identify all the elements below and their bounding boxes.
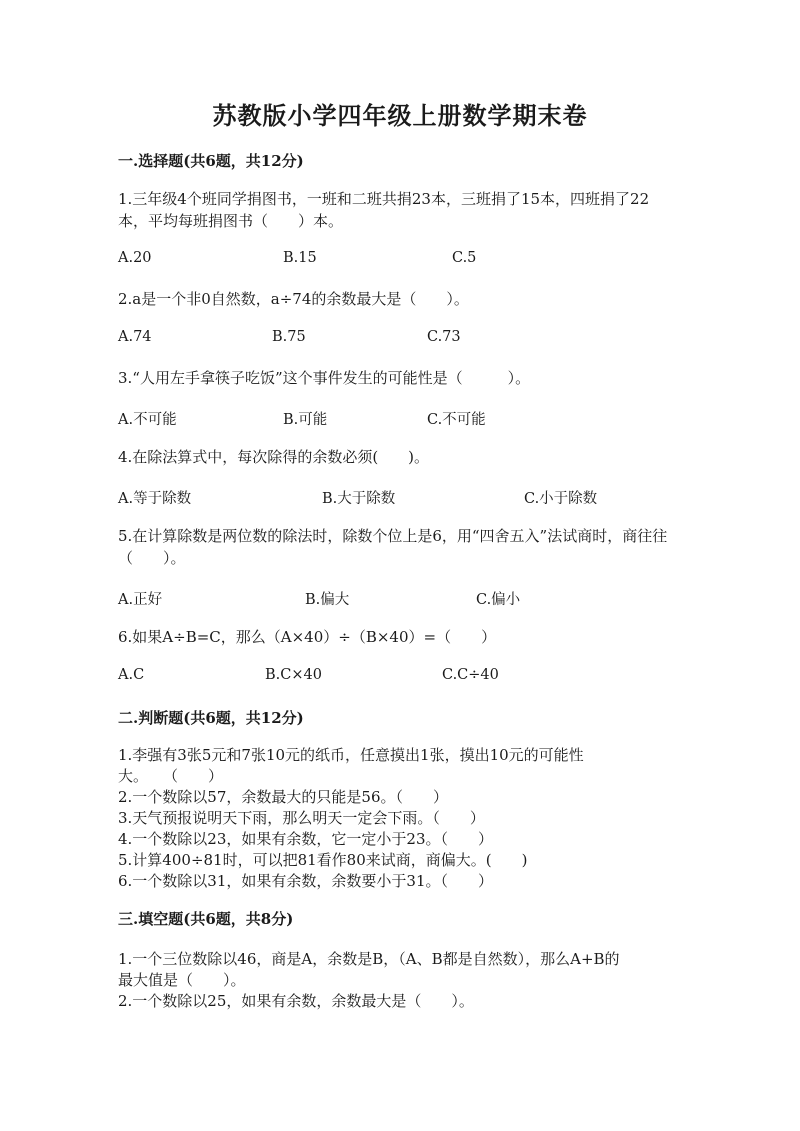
option-a: A.正好: [118, 592, 163, 608]
option-b: B.C×40: [265, 667, 322, 683]
option-c: C.73: [427, 329, 461, 345]
option-a: A.C: [118, 667, 145, 683]
judgement-line: 5.计算400÷81时，可以把81看作80来试商，商偏大。( ): [118, 851, 528, 869]
option-b: B.75: [272, 329, 306, 345]
option-b: B.15: [283, 250, 317, 266]
option-b: B.偏大: [305, 592, 350, 608]
option-a: A.等于除数: [118, 491, 192, 507]
option-c: C.5: [452, 250, 477, 266]
section-heading-true-false: 二.判断题(共6题，共12分): [118, 709, 304, 727]
option-a: A.不可能: [118, 412, 177, 428]
option-b: B.大于除数: [322, 491, 396, 507]
judgement-line: 1.李强有3张5元和7张10元的纸币，任意摸出1张，摸出10元的可能性: [118, 746, 584, 764]
judgement-line: 2.一个数除以57，余数最大的只能是56。（ ）: [118, 788, 448, 806]
section-heading-multiple-choice: 一.选择题(共6题，共12分): [118, 152, 304, 170]
option-b: B.可能: [283, 412, 328, 428]
option-a: A.74: [118, 329, 152, 345]
option-a: A.20: [118, 250, 152, 266]
fill-in-line: 1.一个三位数除以46，商是A，余数是B，（A、B都是自然数），那么A+B的: [118, 950, 620, 968]
judgement-line: 6.一个数除以31，如果有余数，余数要小于31。（ ）: [118, 872, 493, 890]
question-text: 1.三年级4个班同学捐图书，一班和二班共捐23本，三班捐了15本，四班捐了22本，平均每班捐图书（ ）本。: [118, 190, 650, 230]
section-heading-fill-in: 三.填空题(共6题，共8分): [118, 910, 294, 928]
question-text: 6.如果A÷B=C，那么（A×40）÷（B×40）=（ ）: [118, 628, 497, 646]
option-c: C.偏小: [476, 592, 521, 608]
question-text: 4.在除法算式中，每次除得的余数必须( )。: [118, 448, 430, 466]
fill-in-line: 2.一个数除以25，如果有余数，余数最大是（ ）。: [118, 992, 474, 1010]
judgement-line: 4.一个数除以23，如果有余数，它一定小于23。（ ）: [118, 830, 493, 848]
option-c: C.C÷40: [442, 667, 499, 683]
question-text: 5.在计算除数是两位数的除法时，除数个位上是6，用“四舍五入”法试商时，商往往（ ）。: [118, 527, 668, 567]
judgement-line: 大。 （ ）: [118, 767, 224, 785]
exam-title: 苏教版小学四年级上册数学期末卷: [212, 101, 588, 130]
question-text: 2.a是一个非0自然数，a÷74的余数最大是（ ）。: [118, 290, 469, 308]
fill-in-line: 最大值是（ ）。: [118, 971, 246, 989]
option-c: C.不可能: [427, 412, 486, 428]
question-text: 3.“人用左手拿筷子吃饭”这个事件发生的可能性是（ ）。: [118, 369, 531, 387]
judgement-line: 3.天气预报说明天下雨，那么明天一定会下雨。（ ）: [118, 809, 485, 827]
option-c: C.小于除数: [524, 491, 598, 507]
